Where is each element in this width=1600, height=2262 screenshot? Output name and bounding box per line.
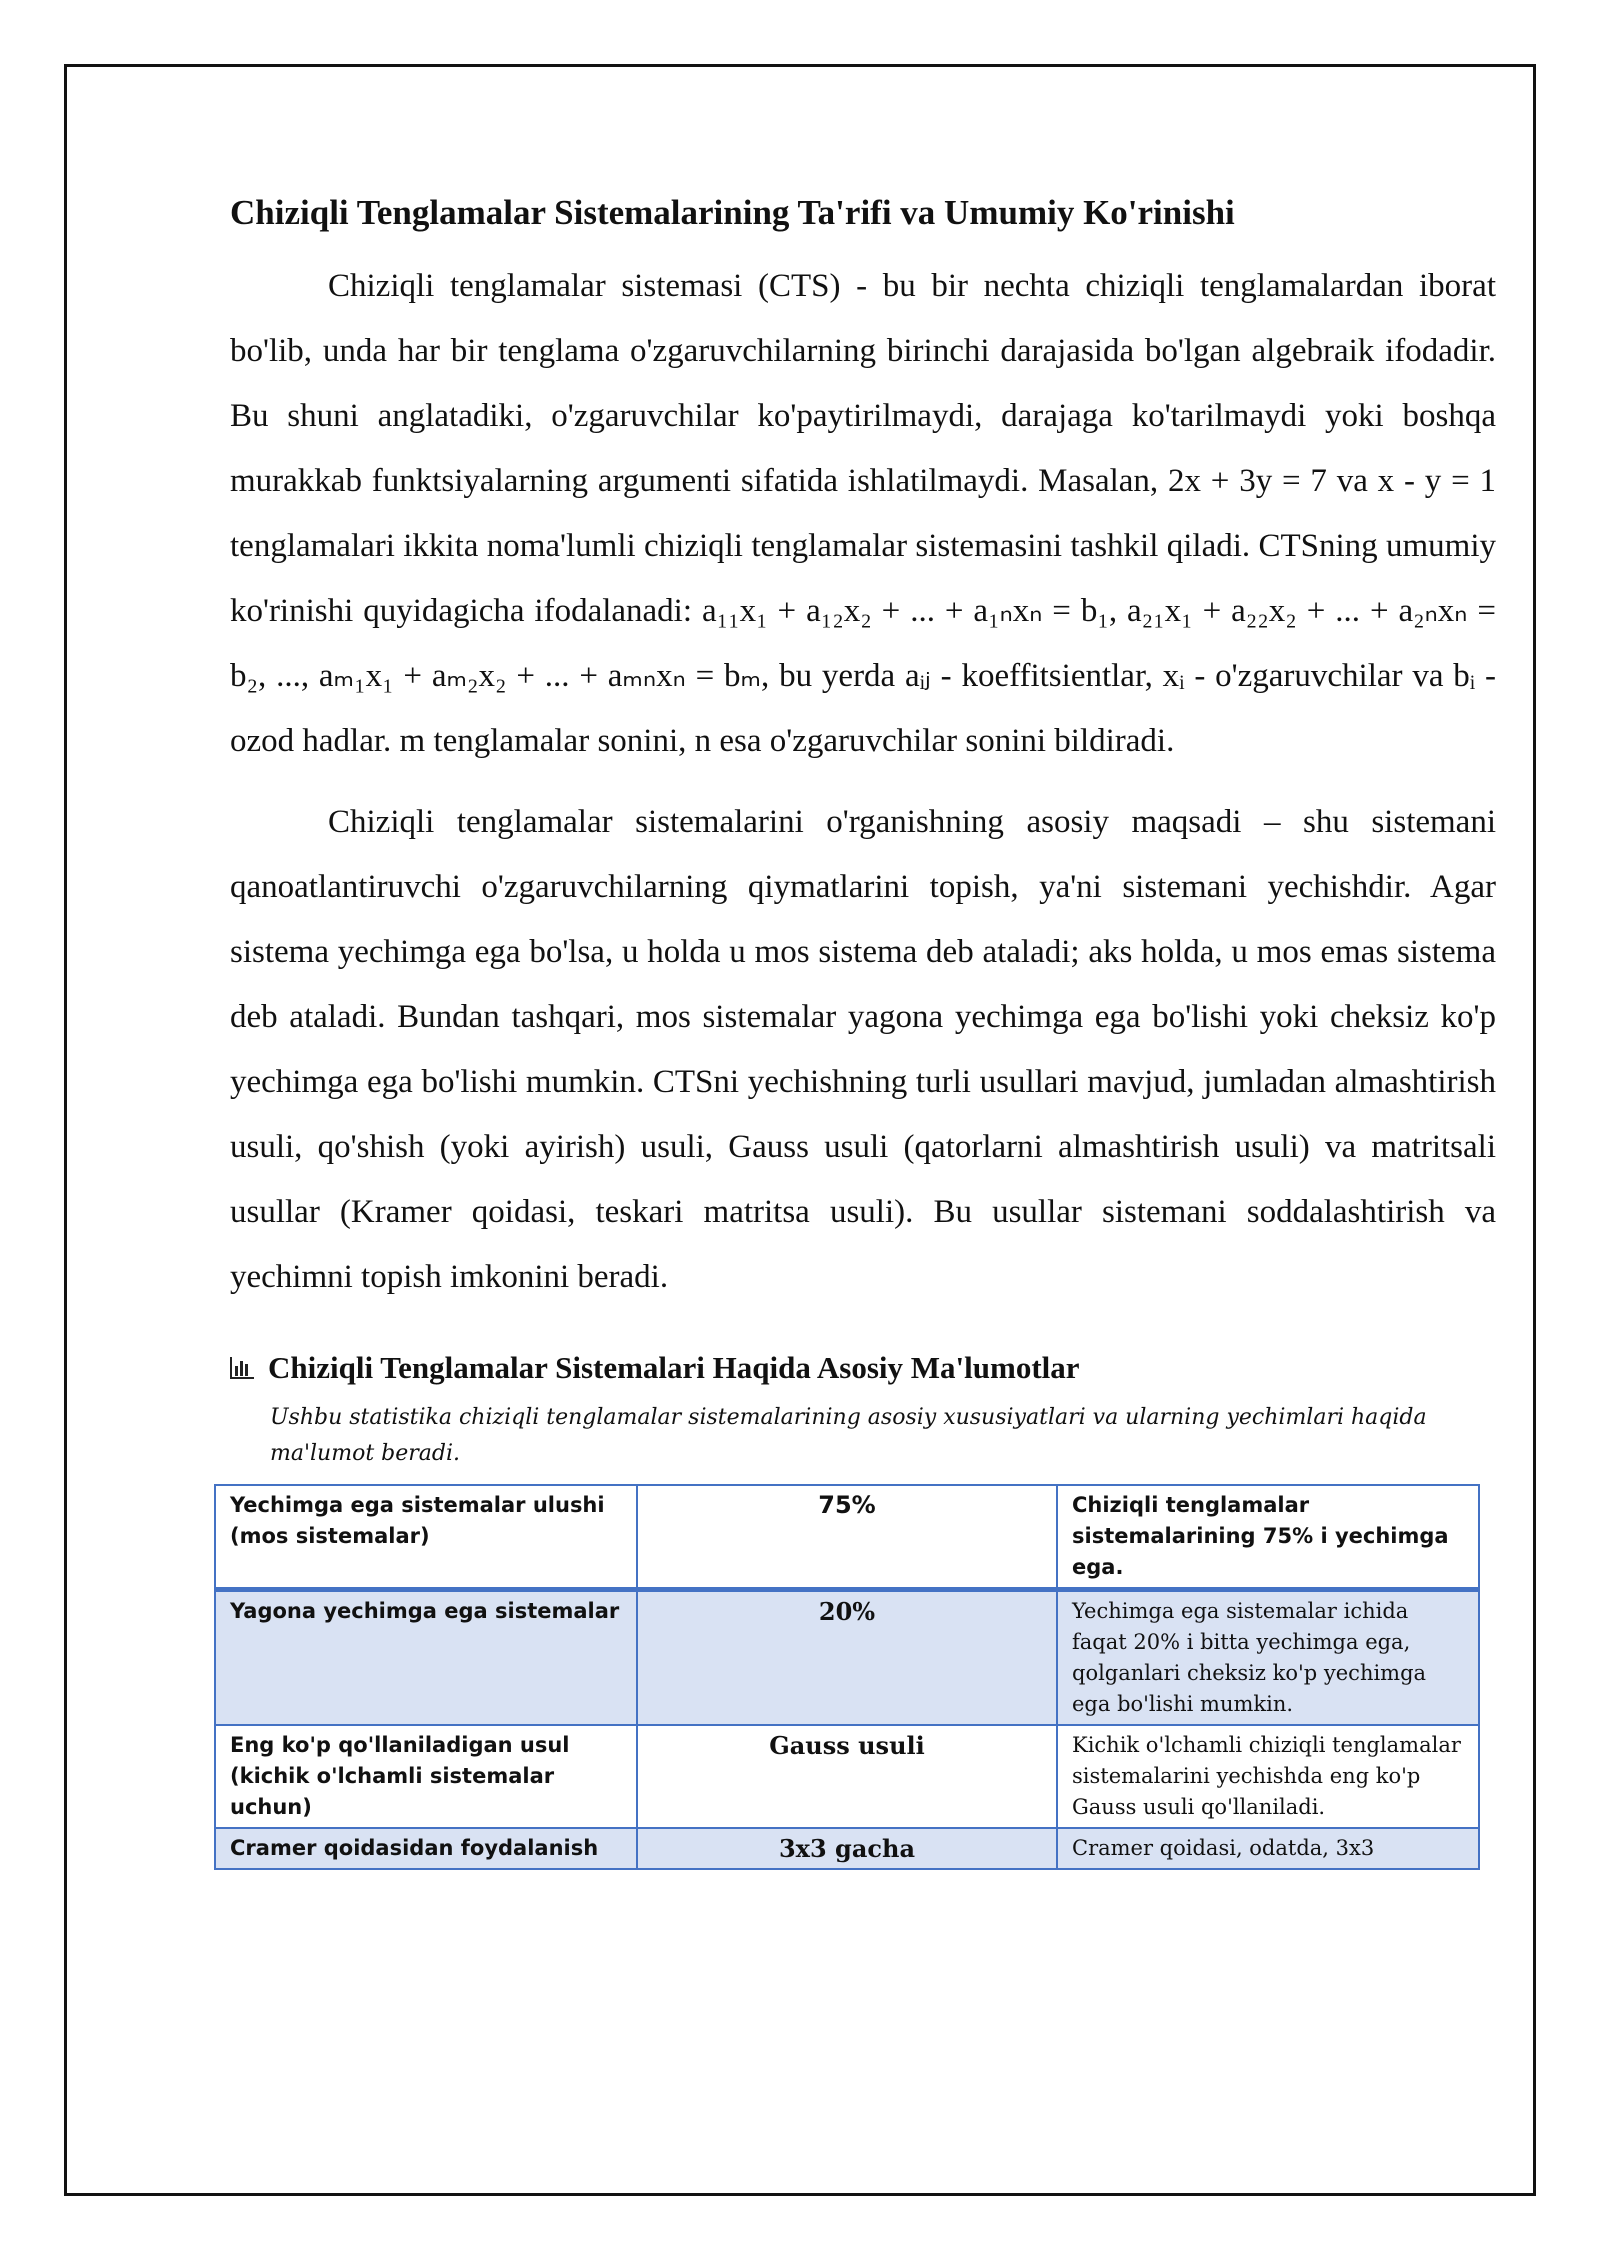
row-label: Yagona yechimga ega sistemalar (215, 1589, 637, 1725)
stats-subtitle: Ushbu statistika chiziqli tenglamalar sistemalarining asosiy xususiyatlari va ularning yechimlari haqida ma'lumot beradi. (270, 1404, 1427, 1466)
stats-heading (230, 1350, 1496, 1386)
row-value: 20% (637, 1589, 1057, 1725)
row-label: Eng ko'p qo'llaniladigan usul (kichik o'lchamli sistemalar uchun) (215, 1725, 637, 1828)
row-value: 3x3 gacha (637, 1828, 1057, 1869)
row-value: 75% (637, 1485, 1057, 1590)
stats-heading-text: Chiziqli Tenglamalar Sistemalari Haqida Asosiy Ma'lumotlar (268, 1349, 1080, 1385)
row-note: Cramer qoidasi, odatda, 3x3 (1057, 1828, 1479, 1869)
document-body (230, 190, 1496, 1870)
table-row (215, 1828, 1479, 1869)
table-row (215, 1725, 1479, 1828)
row-note: Chiziqli tenglamalar sistemalarining 75% i yechimga ega. (1057, 1485, 1479, 1590)
bar-chart-icon (230, 1357, 254, 1379)
row-label: Yechimga ega sistemalar ulushi (mos sistemalar) (215, 1485, 637, 1590)
paragraph-definition: Chiziqli tenglamalar sistemasi (CTS) - bu bir nechta chiziqli tenglamalardan iborat bo'lib, unda har bir tenglama o'zgaruvchilarning birinchi darajasida bo'lgan algebraik ifodadir. Bu shuni anglatadiki, o'zgaruvchilar ko'paytirilmaydi, darajaga ko'tarilmaydi yoki boshqa murakkab funktsiyalarning argumenti sifatida ishlatilmaydi. Masalan, 2x + 3y = 7 va x - y = 1 tenglamalari ikkita noma'lumli chiziqli tenglamalar sistemasini tashkil qiladi. CTSning umumiy ko'rinishi quyidagicha ifodalanadi: a₁₁x₁ + a₁₂x₂ + ... + a₁ₙxₙ = b₁, a₂₁x₁ + a₂₂x₂ + ... + a₂ₙxₙ = b₂, ..., aₘ₁x₁ + aₘ₂x₂ + ... + aₘₙxₙ = bₘ, bu yerda aᵢⱼ - koeffitsientlar, xᵢ - o'zgaruvchilar va bᵢ - ozod hadlar. m tenglamalar sonini, n esa o'zgaruvchilar sonini bildiradi. (230, 267, 1496, 759)
table-row (215, 1589, 1479, 1725)
document-title: Chiziqli Tenglamalar Sistemalarining Ta'rifi va Umumiy Ko'rinishi (230, 193, 1235, 232)
row-note: Kichik o'lchamli chiziqli tenglamalar sistemalarini yechishda eng ko'p Gauss usuli qo'llaniladi. (1057, 1725, 1479, 1828)
row-value: Gauss usuli (637, 1725, 1057, 1828)
table-row (215, 1485, 1479, 1590)
row-label: Cramer qoidasidan foydalanish (215, 1828, 637, 1869)
stats-table (214, 1484, 1480, 1870)
paragraph-purpose: Chiziqli tenglamalar sistemalarini o'rganishning asosiy maqsadi – shu sistemani qanoatlantiruvchi o'zgaruvchilarning qiymatlarini topish, ya'ni sistemani yechishdir. Agar sistema yechimga ega bo'lsa, u holda u mos sistema deb ataladi; aks holda, u mos emas sistema deb ataladi. Bundan tashqari, mos sistemalar yagona yechimga ega bo'lishi yoki cheksiz ko'p yechimga ega bo'lishi mumkin. CTSni yechishning turli usullari mavjud, jumladan almashtirish usuli, qo'shish (yoki ayirish) usuli, Gauss usuli (qatorlarni almashtirish usuli) va matritsali usullar (Kramer qoidasi, teskari matritsa usuli). Bu usullar sistemani soddalashtirish va yechimni topish imkonini beradi. (230, 803, 1496, 1295)
row-note: Yechimga ega sistemalar ichida faqat 20% i bitta yechimga ega, qolganlari cheksiz ko'p yechimga ega bo'lishi mumkin. (1057, 1589, 1479, 1725)
